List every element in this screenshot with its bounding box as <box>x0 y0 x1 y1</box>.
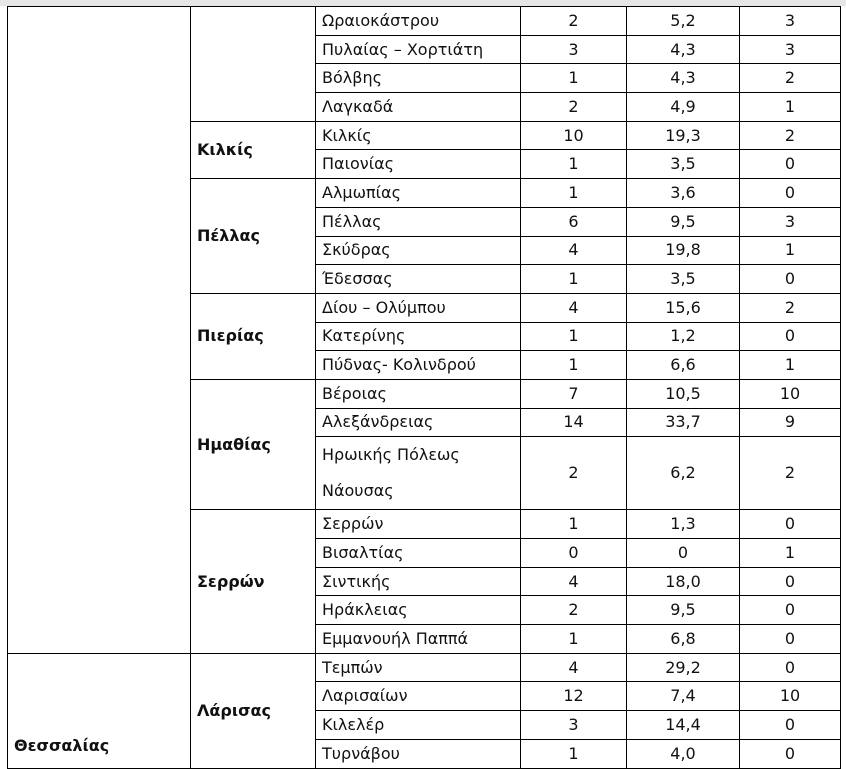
value-cell-a: 0 <box>521 539 627 568</box>
value-cell-a: 2 <box>521 7 627 36</box>
value-cell-a: 1 <box>521 510 627 539</box>
table-row <box>8 653 841 682</box>
value-cell-a: 2 <box>521 437 627 510</box>
municipality-cell: Σκύδρας <box>316 236 521 265</box>
municipality-cell: Έδεσσας <box>316 265 521 294</box>
value-cell-c: 2 <box>740 121 841 150</box>
value-cell-c: 0 <box>740 711 841 740</box>
value-cell-b: 5,2 <box>627 7 740 36</box>
value-cell-c: 1 <box>740 351 841 380</box>
value-cell-b: 33,7 <box>627 408 740 437</box>
prefecture-cell: Σερρών <box>191 510 316 653</box>
value-cell-c: 1 <box>740 93 841 122</box>
value-cell-a: 6 <box>521 207 627 236</box>
value-cell-c: 0 <box>740 625 841 654</box>
municipality-cell: Ηρωικής Πόλεως Νάουσας <box>316 437 521 510</box>
value-cell-b: 10,5 <box>627 379 740 408</box>
prefecture-cell <box>191 7 316 122</box>
municipality-cell: Ωραιοκάστρου <box>316 7 521 36</box>
municipality-cell: Βισαλτίας <box>316 539 521 568</box>
value-cell-c: 0 <box>740 653 841 682</box>
value-cell-c: 0 <box>740 265 841 294</box>
value-cell-a: 2 <box>521 596 627 625</box>
value-cell-a: 7 <box>521 379 627 408</box>
value-cell-c: 10 <box>740 682 841 711</box>
municipality-cell: Λαρισαίων <box>316 682 521 711</box>
value-cell-a: 4 <box>521 653 627 682</box>
value-cell-a: 2 <box>521 93 627 122</box>
municipality-cell: Κιλελέρ <box>316 711 521 740</box>
value-cell-b: 1,3 <box>627 510 740 539</box>
value-cell-b: 19,8 <box>627 236 740 265</box>
value-cell-b: 9,5 <box>627 207 740 236</box>
value-cell-c: 9 <box>740 408 841 437</box>
value-cell-b: 3,5 <box>627 265 740 294</box>
municipality-cell: Πέλλας <box>316 207 521 236</box>
value-cell-b: 29,2 <box>627 653 740 682</box>
value-cell-b: 7,4 <box>627 682 740 711</box>
municipality-cell: Τυρνάβου <box>316 739 521 768</box>
value-cell-a: 1 <box>521 322 627 351</box>
value-cell-c: 1 <box>740 539 841 568</box>
value-cell-a: 1 <box>521 150 627 179</box>
value-cell-b: 4,3 <box>627 35 740 64</box>
value-cell-b: 6,2 <box>627 437 740 510</box>
value-cell-b: 4,9 <box>627 93 740 122</box>
value-cell-c: 0 <box>740 596 841 625</box>
prefecture-cell: Πέλλας <box>191 179 316 294</box>
municipality-cell: Δίου – Ολύμπου <box>316 293 521 322</box>
value-cell-c: 10 <box>740 379 841 408</box>
municipality-cell: Αλμωπίας <box>316 179 521 208</box>
value-cell-a: 1 <box>521 739 627 768</box>
municipality-cell: Παιονίας <box>316 150 521 179</box>
municipality-cell: Πυλαίας – Χορτιάτη <box>316 35 521 64</box>
region-cell <box>8 7 191 654</box>
municipality-cell: Εμμανουήλ Παππά <box>316 625 521 654</box>
value-cell-c: 2 <box>740 64 841 93</box>
value-cell-a: 1 <box>521 64 627 93</box>
value-cell-b: 9,5 <box>627 596 740 625</box>
value-cell-a: 14 <box>521 408 627 437</box>
value-cell-a: 3 <box>521 711 627 740</box>
value-cell-b: 4,0 <box>627 739 740 768</box>
municipality-cell: Αλεξάνδρειας <box>316 408 521 437</box>
prefecture-cell: Πιερίας <box>191 293 316 379</box>
value-cell-b: 19,3 <box>627 121 740 150</box>
value-cell-b: 4,3 <box>627 64 740 93</box>
value-cell-a: 4 <box>521 236 627 265</box>
value-cell-c: 0 <box>740 567 841 596</box>
municipality-cell: Βέροιας <box>316 379 521 408</box>
value-cell-a: 10 <box>521 121 627 150</box>
value-cell-c: 0 <box>740 739 841 768</box>
municipality-cell: Σιντικής <box>316 567 521 596</box>
municipal-data-table <box>7 6 841 769</box>
table-row <box>8 7 841 36</box>
municipality-cell: Κιλκίς <box>316 121 521 150</box>
municipality-cell: Ηράκλειας <box>316 596 521 625</box>
prefecture-cell: Ημαθίας <box>191 379 316 509</box>
value-cell-c: 3 <box>740 35 841 64</box>
municipality-cell: Σερρών <box>316 510 521 539</box>
value-cell-a: 1 <box>521 265 627 294</box>
value-cell-a: 4 <box>521 567 627 596</box>
municipality-cell: Τεμπών <box>316 653 521 682</box>
value-cell-b: 3,5 <box>627 150 740 179</box>
value-cell-a: 3 <box>521 35 627 64</box>
municipality-cell: Λαγκαδά <box>316 93 521 122</box>
value-cell-b: 1,2 <box>627 322 740 351</box>
value-cell-c: 1 <box>740 236 841 265</box>
value-cell-b: 0 <box>627 539 740 568</box>
prefecture-cell: Κιλκίς <box>191 121 316 178</box>
prefecture-cell: Λάρισας <box>191 653 316 768</box>
municipality-cell: Κατερίνης <box>316 322 521 351</box>
value-cell-a: 1 <box>521 625 627 654</box>
value-cell-b: 6,6 <box>627 351 740 380</box>
value-cell-c: 0 <box>740 510 841 539</box>
value-cell-a: 1 <box>521 179 627 208</box>
value-cell-c: 3 <box>740 7 841 36</box>
value-cell-c: 0 <box>740 322 841 351</box>
value-cell-a: 12 <box>521 682 627 711</box>
region-cell: Θεσσαλίας <box>8 653 191 768</box>
value-cell-a: 4 <box>521 293 627 322</box>
value-cell-a: 1 <box>521 351 627 380</box>
value-cell-c: 2 <box>740 293 841 322</box>
value-cell-b: 15,6 <box>627 293 740 322</box>
value-cell-b: 6,8 <box>627 625 740 654</box>
value-cell-c: 0 <box>740 179 841 208</box>
municipality-cell: Βόλβης <box>316 64 521 93</box>
value-cell-c: 2 <box>740 437 841 510</box>
value-cell-b: 14,4 <box>627 711 740 740</box>
value-cell-c: 3 <box>740 207 841 236</box>
value-cell-c: 0 <box>740 150 841 179</box>
municipality-cell: Πύδνας- Κολινδρού <box>316 351 521 380</box>
value-cell-b: 18,0 <box>627 567 740 596</box>
value-cell-b: 3,6 <box>627 179 740 208</box>
